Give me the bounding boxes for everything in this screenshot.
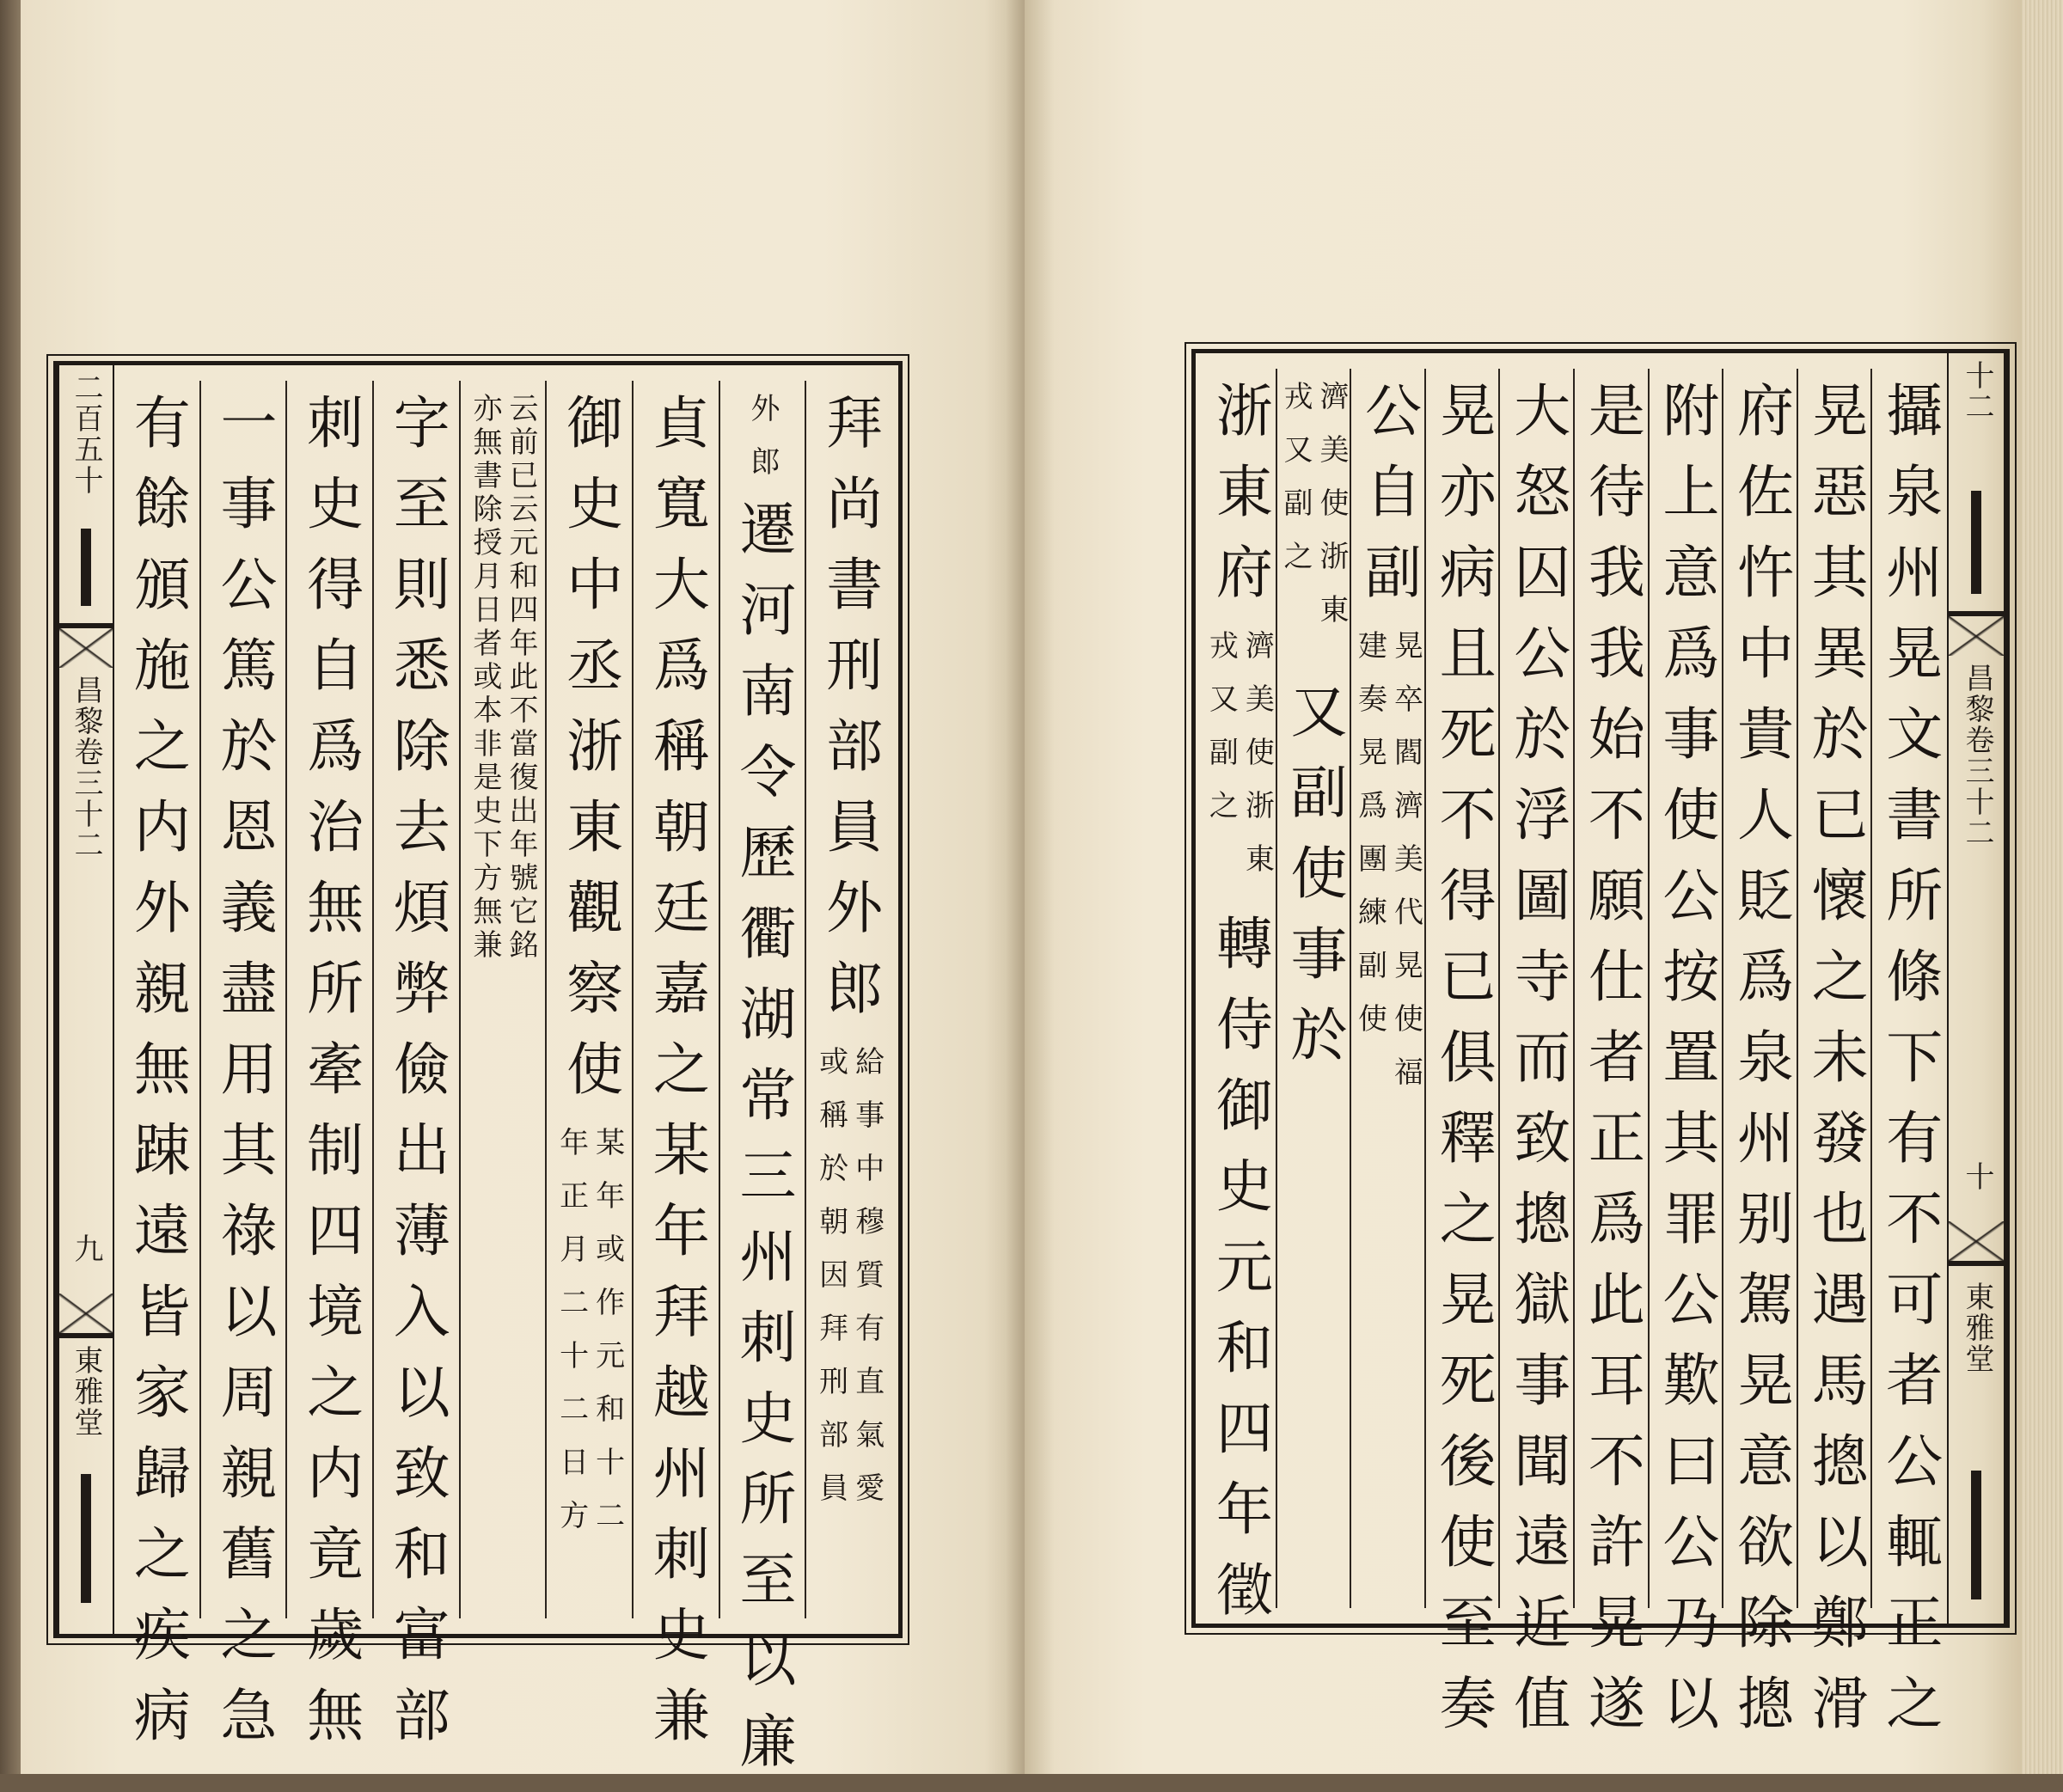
left-banxin-black-mouth-lower xyxy=(81,1474,91,1603)
right-column-4 xyxy=(1648,369,1723,1754)
left-banxin-title: 昌黎卷三十二 xyxy=(69,675,103,860)
right-banxin-studio: 東雅堂 xyxy=(1960,1281,1994,1374)
left-text-block xyxy=(114,381,891,1792)
left-column-5 xyxy=(459,381,546,1618)
left-column-8 xyxy=(199,381,286,1766)
right-col10-note-b: 戎又副之 xyxy=(1203,630,1239,843)
right-col8-main: 公自副 xyxy=(1355,381,1422,623)
right-banxin-title: 昌黎卷三十二 xyxy=(1960,663,1994,848)
left-column-2 xyxy=(719,381,805,1792)
right-banxin-black-mouth xyxy=(1971,491,1982,594)
right-column-9 xyxy=(1276,369,1350,1608)
right-col10-main-after: 轉侍御史元和四年徵 xyxy=(1206,914,1273,1641)
right-col9-note-b: 戎又副之 xyxy=(1277,381,1313,594)
left-col2-main: 遷河南令歷衢湖常三州刺史所至以廉 xyxy=(729,499,796,1792)
right-col2-main: 晃惡其異於已懷之未發也遇馬摠以鄭滑 xyxy=(1802,381,1869,1754)
right-text-block xyxy=(1203,369,1945,1754)
left-column-9 xyxy=(114,381,199,1766)
right-column-1 xyxy=(1870,369,1945,1754)
right-column-7 xyxy=(1424,369,1499,1754)
left-col5-note-a: 云前已云元和四年此不當復出年號它銘 xyxy=(503,393,538,963)
right-column-6 xyxy=(1498,369,1573,1754)
right-col6-main: 大怒囚公於浮圖寺而致摠獄事聞遠近值 xyxy=(1503,381,1570,1754)
right-column-10 xyxy=(1203,369,1276,1641)
left-column-6 xyxy=(372,381,459,1766)
right-column-5 xyxy=(1573,369,1648,1754)
right-col8-note-a: 晃卒閻濟美代晃使福 xyxy=(1388,630,1423,1110)
left-banxin-black-mouth xyxy=(81,529,91,606)
left-column-4 xyxy=(545,381,632,1618)
right-column-8 xyxy=(1350,369,1424,1608)
left-col4-note-b: 年正月二十二日方 xyxy=(554,1127,589,1553)
left-col6-main: 字至則悉除去煩弊儉出薄入以致和富部 xyxy=(383,393,450,1766)
left-banxin-top: 二百五十 xyxy=(69,372,103,496)
right-col9-main-after: 又副使事於 xyxy=(1280,682,1347,1086)
right-column-3 xyxy=(1722,369,1797,1754)
left-banxin-studio: 東雅堂 xyxy=(69,1345,103,1438)
right-fishtail-upper xyxy=(1949,611,2004,656)
right-col3-main: 府佐忤中貴人貶爲泉州别駕晃意欲除摠 xyxy=(1727,381,1794,1754)
fore-edge xyxy=(2022,0,2063,1774)
left-banxin xyxy=(58,365,114,1634)
left-col1-note-b: 或稱於朝因拜刑部員 xyxy=(813,1046,848,1526)
right-col4-main: 附上意爲事使公按置其罪公歎曰公乃以 xyxy=(1652,381,1719,1754)
right-fishtail-lower xyxy=(1949,1221,2004,1266)
left-fishtail-lower xyxy=(59,1294,113,1338)
left-col9-main: 有餘頒施之内外親無踈遠皆家歸之疾病 xyxy=(124,393,191,1766)
left-col2-note-lead: 外郎 xyxy=(744,393,780,499)
left-fishtail-upper xyxy=(59,623,113,668)
right-banxin xyxy=(1947,353,2005,1624)
right-banxin-black-mouth-lower xyxy=(1971,1471,1982,1599)
right-banxin-folio: 十 xyxy=(1960,1161,1994,1192)
left-page-frame xyxy=(53,361,903,1792)
right-banxin-top: 十二 xyxy=(1960,360,1994,422)
left-col4-main: 御史中丞浙東觀察使 xyxy=(556,393,623,1120)
left-col1-main: 拜尚書刑部員外郎 xyxy=(816,393,883,1039)
left-column-7 xyxy=(285,381,372,1766)
right-col5-main: 是待我我始不願仕者正爲此耳不許晃遂 xyxy=(1578,381,1645,1754)
left-col3-main: 貞寬大爲稱朝廷嘉之某年拜越州刺史兼 xyxy=(643,393,710,1766)
right-col10-main: 浙東府 xyxy=(1206,381,1273,623)
left-banxin-folio: 九 xyxy=(69,1233,103,1264)
right-col7-main: 晃亦病且死不得已俱釋之晃死後使至奏 xyxy=(1429,381,1497,1754)
left-col5-note-b: 亦無書除授月日者或本非是史下方無兼 xyxy=(467,393,502,963)
left-column-1 xyxy=(805,381,891,1618)
right-col1-main: 攝泉州晃文書所條下有不可者公輒正之 xyxy=(1876,381,1943,1754)
left-col4-note-a: 某年或作元和十二 xyxy=(590,1127,625,1553)
left-col8-main: 一事公篤於恩義盡用其祿以周親舊之急 xyxy=(210,393,277,1766)
left-page xyxy=(21,0,1025,1792)
left-col1-note-a: 給事中穆質有直氣愛 xyxy=(849,1046,885,1526)
right-col8-note-b: 建奏晃爲團練副使 xyxy=(1352,630,1387,1056)
right-col10-note-a: 濟美使浙東 xyxy=(1240,630,1275,896)
right-col9-note-a: 濟美使浙東 xyxy=(1313,381,1349,647)
right-page xyxy=(1025,0,2022,1774)
right-column-2 xyxy=(1797,369,1871,1754)
left-column-3 xyxy=(632,381,719,1766)
left-col7-main: 刺史得自爲治無所牽制四境之内竟歲無 xyxy=(297,393,364,1766)
right-page-frame xyxy=(1191,349,2010,1754)
